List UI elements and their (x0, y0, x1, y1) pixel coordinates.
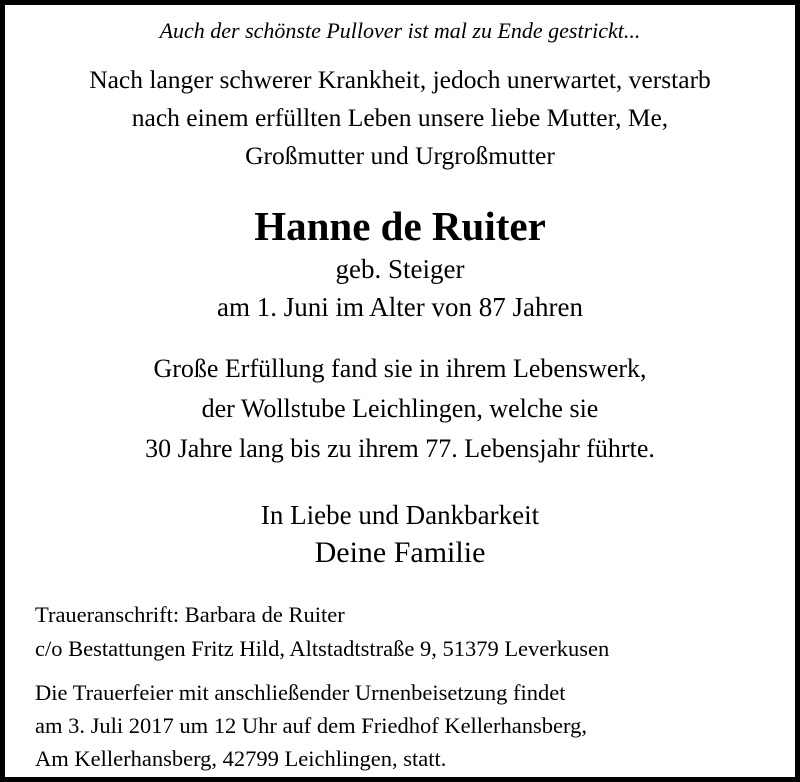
intro-line: nach einem erfüllten Leben unsere liebe Mutter, Me, (131, 103, 669, 132)
ceremony-line: Am Kellerhansberg, 42799 Leichlingen, statt. (35, 746, 447, 771)
closing-line: In Liebe und Dankbarkeit (260, 500, 540, 530)
life-work-line: Große Erfüllung fand sie in ihrem Lebenswerk, (153, 354, 647, 383)
ceremony-line: Die Trauerfeier mit anschließender Urnenbeisetzung findet (35, 680, 566, 705)
life-work-line: 30 Jahre lang bis zu ihrem 77. Lebensjahr führte. (145, 434, 655, 463)
death-info: am 1. Juni im Alter von 87 Jahren (217, 292, 583, 322)
birth-name: geb. Steiger (335, 254, 465, 284)
mourning-address-line: c/o Bestattungen Fritz Hild, Altstadtstraße 9, 51379 Leverkusen (35, 636, 610, 661)
deceased-name: Hanne de Ruiter (254, 203, 546, 249)
ceremony-line: am 3. Juli 2017 um 12 Uhr auf dem Friedhof Kellerhansberg, (35, 713, 587, 738)
motto: Auch der schönste Pullover ist mal zu Ende gestrickt... (159, 18, 641, 43)
intro-line: Nach langer schwerer Krankheit, jedoch unerwartet, verstarb (89, 65, 711, 94)
life-work-line: der Wollstube Leichlingen, welche sie (201, 394, 599, 423)
mourning-address-line: Traueranschrift: Barbara de Ruiter (35, 602, 345, 627)
intro-line: Großmutter und Urgroßmutter (245, 141, 555, 170)
family-signature: Deine Familie (314, 536, 486, 569)
